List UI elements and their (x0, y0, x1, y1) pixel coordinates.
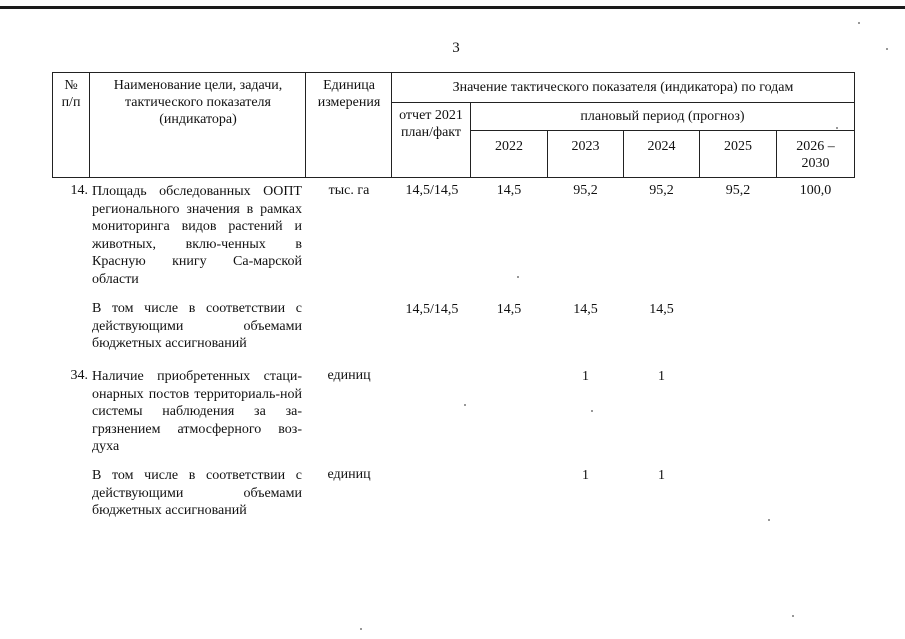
row-value: 1 (658, 369, 665, 384)
scan-speck (768, 519, 770, 521)
header-name: Наименование цели, задачи, тактического показателя (индикатора) (113, 78, 283, 127)
row-name: В том числе в соответствии с действующими объемами бюджетных ассигнований (92, 468, 302, 518)
row-value: 1 (582, 369, 589, 384)
row-report: 14,5/14,5 (405, 183, 459, 198)
scan-speck (836, 127, 838, 129)
header-vline (89, 72, 90, 178)
row-name: Наличие приобретенных стаци-онарных постов территориаль-ной системы наблюдения за за-грязнением атмосферного воз-духа (92, 369, 302, 454)
row-number: 14. (70, 183, 88, 198)
row-value: 95,2 (649, 183, 674, 198)
scan-speck (886, 48, 888, 50)
row-value: 14,5 (496, 183, 522, 198)
header-vline (305, 72, 306, 178)
row-unit: единиц (327, 467, 371, 482)
header-unit: Единица измерения (317, 78, 381, 110)
header-vline (854, 72, 855, 178)
header-year: 2024 (647, 139, 676, 154)
top-border-line (0, 6, 905, 9)
header-report: отчет 2021 план/факт (399, 108, 463, 140)
row-value: 1 (582, 468, 589, 483)
header-bottom-line (52, 177, 855, 178)
scan-speck (591, 410, 593, 412)
scan-speck (517, 276, 519, 278)
header-top-line (52, 72, 855, 73)
row-name: В том числе в соответствии с действующими объемами бюджетных ассигнований (92, 301, 302, 351)
header-num: № п/п (61, 78, 81, 110)
row-value: 14,5 (496, 302, 522, 317)
header-values-title: Значение тактического показателя (индикатора) по годам (452, 80, 794, 95)
row-name: Площадь обследованных ООПТ регионального значения в рамках мониторинга видов растений и животных, вклю-ченных в Красную книгу Са-марской области (92, 184, 302, 287)
scan-speck (792, 615, 794, 617)
scan-speck (360, 628, 362, 630)
row-value: 14,5 (649, 302, 674, 317)
header-year: 2022 (495, 139, 523, 154)
row-unit: единиц (327, 368, 371, 383)
header-year: 2023 (571, 139, 600, 154)
row-value: 95,2 (725, 183, 751, 198)
row-value: 14,5 (573, 302, 598, 317)
row-report: 14,5/14,5 (405, 302, 459, 317)
page-number: 3 (452, 40, 460, 56)
row-value: 1 (658, 468, 665, 483)
header-year: 2026 – 2030 (796, 139, 835, 171)
scan-speck (464, 404, 466, 406)
header-mid-line (391, 102, 855, 103)
row-value: 95,2 (573, 183, 598, 198)
header-vline (52, 72, 53, 178)
header-planned: плановый период (прогноз) (580, 109, 745, 124)
row-unit: тыс. га (328, 183, 370, 198)
scan-speck (858, 22, 860, 24)
header-years-line (470, 130, 855, 131)
row-value: 100,0 (799, 183, 832, 198)
header-year: 2025 (724, 139, 752, 154)
row-number: 34. (70, 368, 88, 383)
table-header (52, 72, 855, 178)
